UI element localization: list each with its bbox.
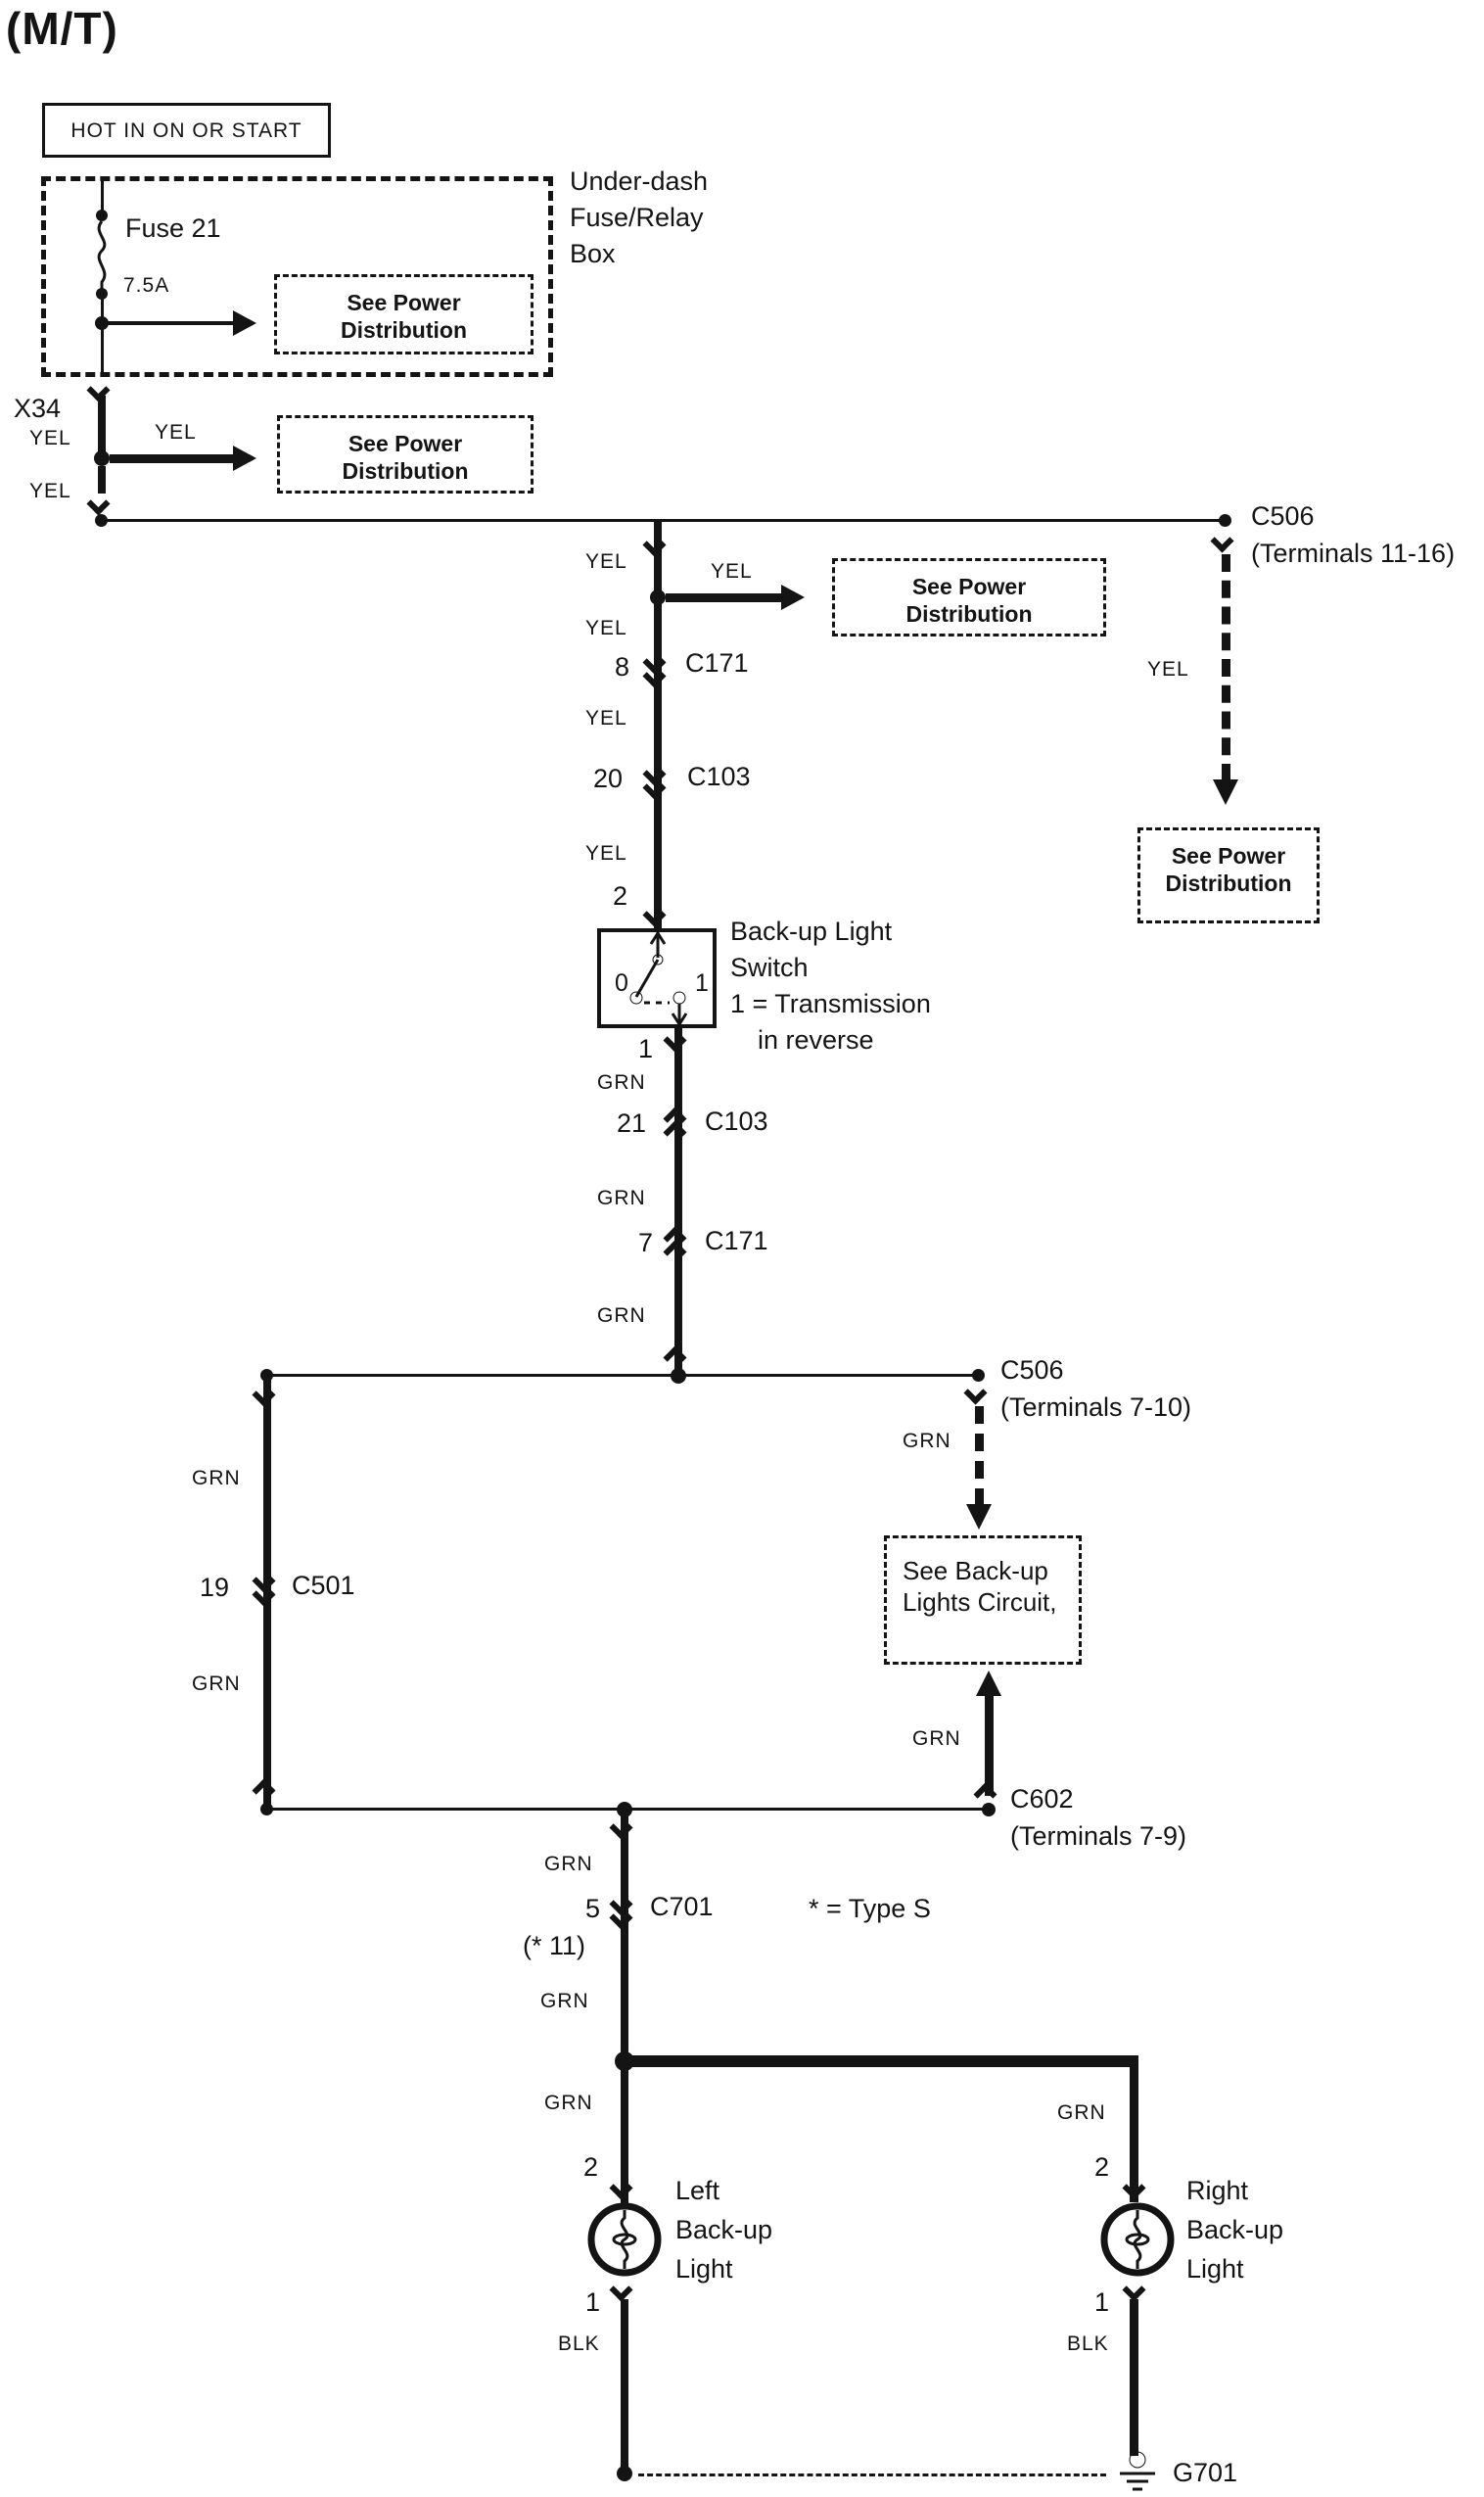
hot-label: HOT IN ON OR START: [70, 119, 302, 142]
wire-color-label: YEL: [585, 617, 627, 639]
bus-wire: [267, 1374, 979, 1377]
connector-c171-lower: C171: [705, 1226, 768, 1255]
wire-blk-right: [1130, 2299, 1138, 2456]
see-power-line1: See Power: [911, 574, 1027, 599]
wire-color-label: GRN: [912, 1727, 961, 1750]
wire-color-label: YEL: [585, 842, 627, 865]
wire-segment: [101, 179, 104, 213]
connector-c103-upper: C103: [687, 762, 751, 791]
wire-grn-main: [621, 1810, 628, 2203]
pin-number: 1: [585, 2287, 601, 2317]
connector-chevron-icon: [1122, 2176, 1145, 2199]
connector-chevron-icon: [642, 776, 666, 799]
type-s-note: * = Type S: [809, 1894, 931, 1923]
junction-dot: [96, 210, 108, 221]
fuse-box-name-line2: Fuse/Relay: [570, 203, 704, 232]
junction-dot: [95, 316, 109, 330]
pin-number: 7: [638, 1228, 654, 1257]
switch-legend-line2: in reverse: [758, 1025, 874, 1055]
branch-wire: [110, 454, 235, 463]
arrow-right-icon: [233, 310, 256, 336]
wire-color-label: GRN: [544, 1853, 593, 1875]
arrow-down-icon: [1213, 779, 1238, 805]
connector-chevron-icon: [663, 1028, 686, 1052]
connector-chevron-icon: [642, 533, 666, 556]
connector-chevron-icon: [963, 1381, 987, 1404]
fuse-name: Fuse 21: [125, 213, 221, 243]
junction-dot: [94, 450, 110, 466]
switch-name-line1: Back-up Light: [730, 917, 893, 946]
wire-yel: [98, 396, 106, 452]
wire-grn-main: [674, 1028, 682, 1378]
wire-color-label: YEL: [711, 560, 753, 583]
pin-number: 2: [613, 881, 628, 911]
wire-color-label: GRN: [597, 1071, 646, 1094]
right-lamp-line2: Back-up: [1186, 2215, 1284, 2244]
wire-color-label: GRN: [192, 1673, 241, 1695]
connector-c171-upper: C171: [685, 648, 749, 678]
wire-color-label: GRN: [597, 1304, 646, 1327]
connector-chevron-icon: [86, 492, 110, 515]
ground-bus-dashed: [638, 2473, 1106, 2476]
switch-legend-line1: 1 = Transmission: [730, 989, 931, 1018]
see-backup-line1: See Back-up: [903, 1556, 1048, 1585]
pin-number: 21: [617, 1108, 647, 1138]
wire-color-label: YEL: [585, 707, 627, 730]
see-backup-line2: Lights Circuit,: [903, 1586, 1057, 1617]
wire-color-label: YEL: [29, 480, 71, 502]
ground-symbol: [1112, 2450, 1163, 2497]
wire-color-label: GRN: [1057, 2101, 1106, 2124]
see-power-line1: See Power: [347, 290, 461, 315]
switch-position-0: 0: [615, 969, 628, 997]
see-power-distribution-box: [274, 274, 533, 354]
hot-in-on-or-start-box: [42, 103, 331, 158]
connector-chevron-icon: [642, 903, 666, 926]
pin-number: 20: [593, 764, 624, 793]
wire-color-label: GRN: [903, 1430, 951, 1452]
wire-grn: [985, 1690, 994, 1796]
wire-segment: [101, 294, 104, 377]
connector-chevron-icon: [1122, 2278, 1145, 2301]
wire-color-label: GRN: [192, 1467, 241, 1489]
left-lamp-line3: Light: [675, 2254, 733, 2284]
branch-wire: [666, 593, 783, 602]
right-backup-lamp-symbol: [1098, 2200, 1177, 2279]
wire-color-label: BLK: [558, 2332, 600, 2355]
connector-c602-terminals: (Terminals 7-9): [1010, 1821, 1187, 1851]
connector-chevron-icon: [252, 1582, 275, 1606]
wire-color-label: YEL: [155, 421, 197, 444]
see-power-line2: Distribution: [1165, 871, 1292, 897]
left-backup-lamp-symbol: [585, 2200, 664, 2279]
pin-number: 19: [200, 1573, 230, 1602]
connector-c506-lower-terminals: (Terminals 7-10): [1000, 1392, 1192, 1422]
wire-blk-left: [621, 2299, 628, 2472]
connector-c506-upper: C506: [1251, 501, 1315, 531]
wire-color-label: YEL: [29, 427, 71, 449]
connector-c506-lower: C506: [1000, 1355, 1064, 1385]
switch-name-line2: Switch: [730, 953, 809, 982]
pin-number: 1: [638, 1034, 654, 1063]
arrow-right-icon: [781, 585, 805, 610]
branch-wire: [108, 321, 235, 325]
connector-x34-label: X34: [14, 394, 62, 423]
wire-color-label: YEL: [1147, 658, 1189, 681]
connector-chevron-icon: [642, 664, 666, 687]
junction-dot: [1219, 514, 1231, 527]
pin-number: 1: [1094, 2287, 1110, 2317]
connector-chevron-icon: [663, 1120, 686, 1144]
left-lamp-line2: Back-up: [675, 2215, 773, 2244]
see-power-distribution-box: [277, 415, 533, 494]
wire-color-label: GRN: [597, 1187, 646, 1209]
pin-number: 8: [615, 652, 630, 682]
pin-number: 2: [583, 2152, 599, 2182]
switch-position-1: 1: [695, 969, 709, 997]
arrow-right-icon: [233, 446, 256, 471]
see-power-distribution-box: [832, 558, 1106, 636]
connector-c701: C701: [650, 1892, 714, 1921]
connector-chevron-icon: [609, 2278, 632, 2301]
connector-c506-upper-terminals: (Terminals 11-16): [1251, 539, 1456, 568]
pin-number: 2: [1094, 2152, 1110, 2182]
right-lamp-line1: Right: [1186, 2176, 1249, 2205]
see-power-line1: See Power: [1171, 843, 1286, 869]
connector-chevron-icon: [252, 1383, 275, 1406]
ground-label: G701: [1173, 2458, 1238, 2487]
wire-color-label: GRN: [540, 1990, 589, 2012]
connector-c103-lower: C103: [705, 1107, 768, 1136]
connector-chevron-icon: [609, 1815, 632, 1839]
see-backup-lights-circuit-box: [884, 1535, 1082, 1665]
connector-chevron-icon: [663, 1240, 686, 1263]
wire-color-label: YEL: [585, 550, 627, 573]
wire-yel-dashed: [1222, 554, 1230, 781]
left-lamp-line1: Left: [675, 2176, 720, 2205]
connector-chevron-icon: [609, 2176, 632, 2199]
connector-chevron-icon: [1210, 529, 1233, 552]
fuse-rating: 7.5A: [123, 274, 170, 297]
bus-wire: [102, 519, 1226, 522]
wire-yel-main: [654, 521, 662, 928]
connector-c602: C602: [1010, 1784, 1074, 1814]
right-lamp-line3: Light: [1186, 2254, 1244, 2284]
junction-dot: [650, 589, 666, 605]
pin-number: 5: [585, 1894, 601, 1923]
wire-color-label: GRN: [544, 2092, 593, 2114]
see-power-line1: See Power: [348, 431, 463, 456]
connector-c701-note: (* 11): [523, 1931, 586, 1960]
split-wire: [625, 2055, 1137, 2067]
see-power-line2: Distribution: [342, 458, 469, 485]
page-title: (M/T): [6, 3, 118, 54]
fuse-box-name-line3: Box: [570, 239, 616, 268]
wire-color-label: BLK: [1067, 2332, 1109, 2355]
connector-chevron-icon: [609, 1906, 632, 1929]
junction-dot: [972, 1369, 985, 1382]
connector-c501: C501: [292, 1571, 355, 1600]
see-power-distribution-box: [1137, 827, 1320, 923]
wire-yel: [98, 466, 106, 494]
see-power-line2: Distribution: [905, 601, 1033, 628]
connector-chevron-icon: [663, 1345, 686, 1369]
connector-chevron-icon: [252, 1778, 275, 1802]
fuse-symbol: [90, 221, 114, 292]
arrow-down-icon: [966, 1504, 992, 1530]
wire-grn-dashed: [975, 1406, 984, 1506]
fuse-box-name-line1: Under-dash: [570, 166, 709, 196]
junction-dot: [617, 2466, 632, 2481]
see-power-line2: Distribution: [340, 317, 468, 344]
